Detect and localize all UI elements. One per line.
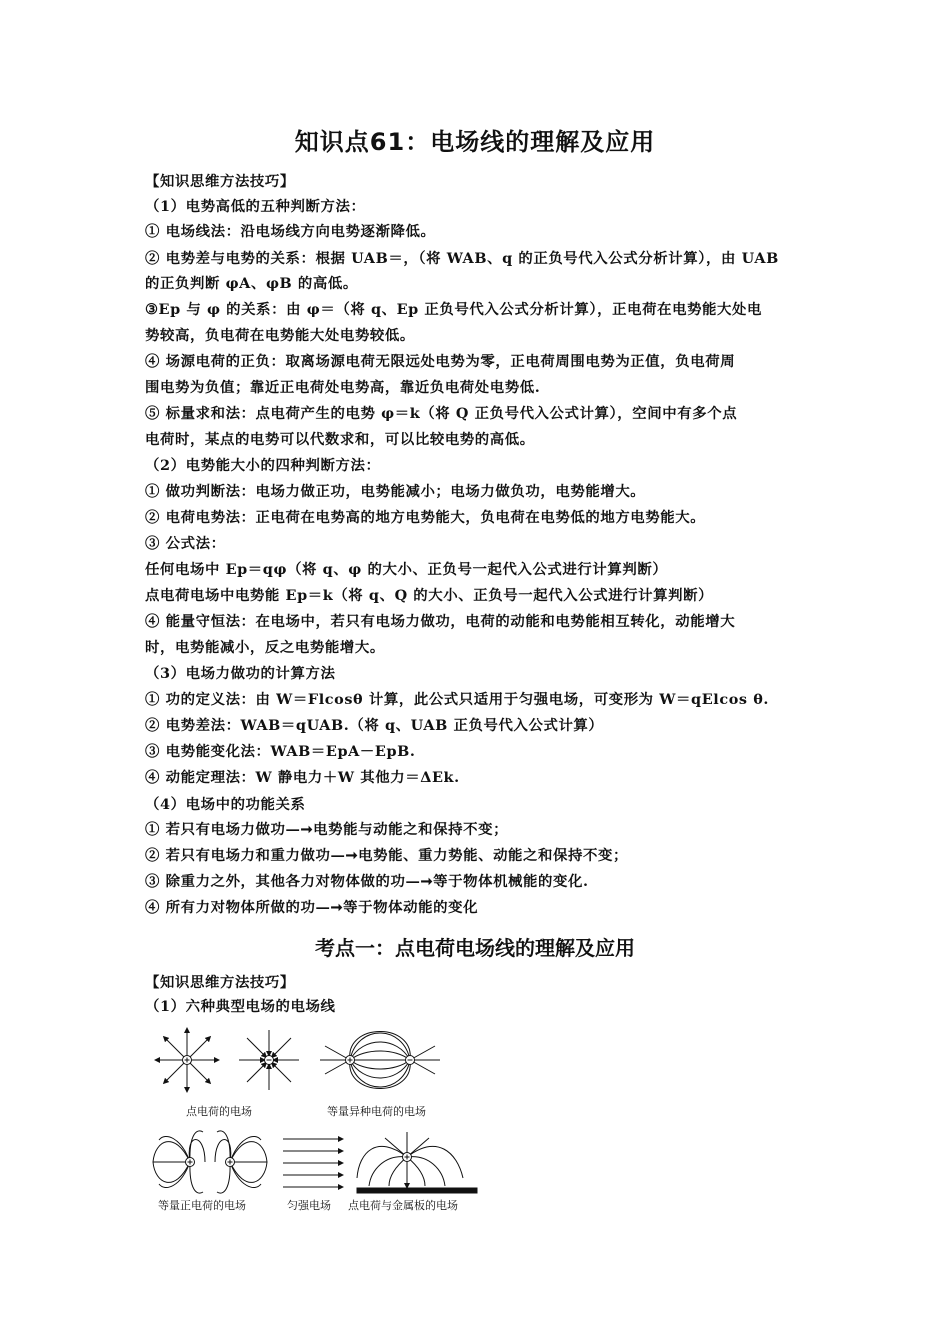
body-line: ③ 电势能变化法：WAB＝EpA－EpB.	[145, 743, 416, 760]
negative-charge-field	[239, 1030, 299, 1090]
body-line: 时，电势能减小，反之电势能增大。	[145, 639, 385, 656]
body-line: （4）电场中的功能关系	[145, 796, 306, 813]
body-line: ④ 动能定理法：W 静电力＋W 其他力＝ΔEk.	[145, 769, 460, 786]
body-line: ② 若只有电场力和重力做功—➞电势能、重力势能、动能之和保持不变；	[145, 847, 628, 864]
body-line: ① 功的定义法：由 W＝Flcosθ 计算，此公式只适用于匀强电场，可变形为 W＝qElcos θ.	[145, 691, 770, 708]
section2-title: 考点一：点电荷电场线的理解及应用	[315, 936, 635, 960]
body-line: 电荷时，某点的电势可以代数求和，可以比较电势的高低。	[145, 431, 535, 448]
body-line: （1）电势高低的五种判断方法：	[145, 198, 366, 215]
body-line: ② 电势差法：WAB＝qUAB.（将 q、UAB 正负号代入公式计算）	[145, 717, 604, 734]
body-line: ③ 公式法：	[145, 535, 226, 552]
uniform-field	[283, 1139, 341, 1187]
body-line: ① 若只有电场力做功—➞电势能与动能之和保持不变；	[145, 821, 509, 838]
body-line: 点电荷电场中电势能 Ep＝k（将 q、Q 的大小、正负号一起代入公式进行计算判断）	[145, 587, 714, 604]
body-line: 围电势为负值；靠近正电荷处电势高，靠近负电荷处电势低.	[145, 379, 541, 396]
body-line: ⑤ 标量求和法：点电荷产生的电势 φ＝k（将 Q 正负号代入公式计算），空间中有多个点	[145, 405, 738, 422]
body-line: ② 电势差与电势的关系：根据 UAB＝，（将 WAB、q 的正负号代入公式分析计算），由 UAB	[145, 250, 779, 267]
body-line: ④ 能量守恒法：在电场中，若只有电场力做功，电荷的动能和电势能相互转化，动能增大	[145, 613, 736, 630]
caption-charge-plate: 点电荷与金属板的电场	[348, 1199, 458, 1212]
caption-dipole: 等量异种电荷的电场	[327, 1105, 426, 1118]
body-line: ③Ep 与 φ 的关系：由 φ＝（将 q、Ep 正负号代入公式分析计算），正电荷在电势能大处电	[145, 301, 763, 318]
section2-line1: （1）六种典型电场的电场线	[145, 998, 336, 1015]
body-line: 的正负判断 φA、φB 的高低。	[145, 275, 358, 292]
body-line: ① 电场线法：沿电场线方向电势逐渐降低。	[145, 223, 436, 240]
field-lines-figure	[145, 1022, 485, 1222]
body-line: ④ 所有力对物体所做的功—➞等于物体动能的变化	[145, 899, 479, 916]
body-line: ④ 场源电荷的正负：取离场源电荷无限远处电势为零，正电荷周围电势为正值，负电荷周	[145, 353, 736, 370]
body-line: （2）电势能大小的四种判断方法：	[145, 457, 381, 474]
dipole-field	[320, 1032, 440, 1089]
caption-like-charges: 等量正电荷的电场	[158, 1199, 246, 1212]
page-title: 知识点61：电场线的理解及应用	[294, 128, 656, 156]
like-charges-field	[153, 1131, 267, 1193]
body-line: （3）电场力做功的计算方法	[145, 665, 336, 682]
caption-point-charge: 点电荷的电场	[186, 1105, 252, 1118]
body-line: ③ 除重力之外，其他各力对物体做的功—➞等于物体机械能的变化.	[145, 873, 589, 890]
body-line: ① 做功判断法：电场力做正功，电势能减小；电场力做负功，电势能增大。	[145, 483, 646, 500]
body-line: 任何电场中 Ep＝qφ（将 q、φ 的大小、正负号一起代入公式进行计算判断）	[145, 561, 668, 578]
body-line: 势较高，负电荷在电势能大处电势较低。	[145, 327, 415, 344]
caption-uniform: 匀强电场	[287, 1199, 331, 1212]
body-line: ② 电荷电势法：正电荷在电势高的地方电势能大，负电荷在电势低的地方电势能大。	[145, 509, 706, 526]
section2-tag: 【知识思维方法技巧】	[145, 975, 295, 991]
charge-plate-field	[357, 1132, 477, 1193]
positive-charge-field	[157, 1030, 217, 1090]
section-tag: 【知识思维方法技巧】	[145, 174, 295, 190]
